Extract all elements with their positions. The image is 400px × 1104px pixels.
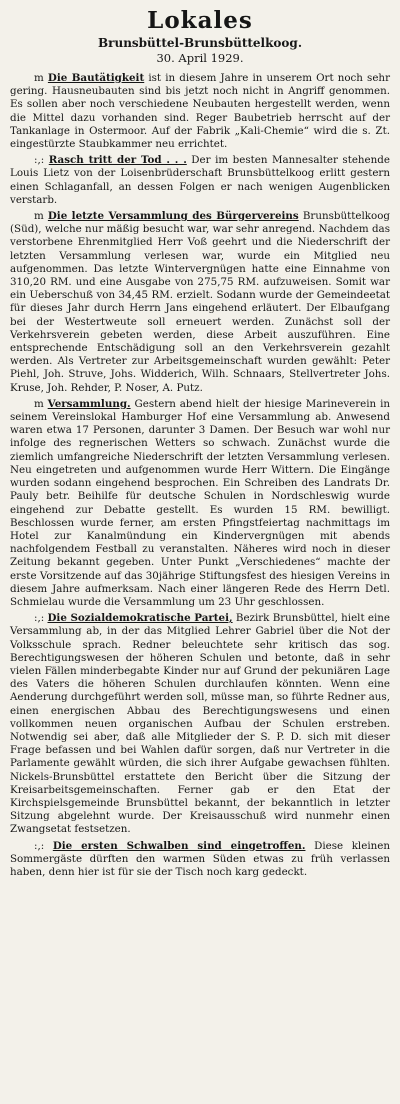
article-text: ist in diesem Jahre in unserem Ort noch sehr gering. Hausneubauten sind bis jetzt noch nicht in Angriff genommen. Es sollen aber noch verschiedene Neubauten hergestellt werden, wenn die Mittel dazu vorhanden sind. Reger Baubetrieb herrscht auf der Tankanlage in Ostermoor. Auf der Fabrik „Kali-Chemie“ wird die s. Zt. eingestürzte Staubkammer neu errichtet. [10,72,390,151]
article-lead: Die ersten Schwalben sind eingetroffen. [52,839,306,852]
article-text: Brunsbüttelkoog (Süd), welche nur mäßig besucht war, war sehr anregend. Nachdem das verstorbene Ehrenmitglied Herr Voß geehrt und die Niederschrift der letzten Versammlung verlesen war, wurde ein Mitglied neu aufgenommen. Das letzte Wintervergnügen hatte eine Einnahme von 310,20 RM. und eine Ausgabe von 275,75 RM. aufzuweisen. Somit war ein Ueberschuß von 34,45 RM. erzielt. Sodann wurde der Gemeindeetat für dieses Jahr durch Herrn Jans eingehend erläutert. Der Elbaufgang bei der Westertweute soll erneuert werden. Zunächst soll der Verkehrsverein gebeten werden, diese Arbeit auszuführen. Eine entsprechende Entschädigung soll an den Verkehrsverein gezahlt werden. Als Vertreter zur Arbeitsgemeinschaft wurden gewählt: Peter Piehl, Joh. Struve, Johs. Widderich, Wilh. Schnaars, Stellvertreter Johs. Kruse, Joh. Rehder, P. Noser, A. Putz. [10,210,390,394]
dateline: 30. April 1929. [156,51,244,65]
article-marker: :,: [34,612,45,625]
article-lead: Versammlung. [47,397,131,410]
article-text: Der im besten Mannesalter stehende Louis Lietz von der Loisenbrüderschaft Brunsbüttelkoog erlitt gestern einen Schlaganfall, an dessen Folgen er nach wenigen Augenblicken verstarb. [10,154,390,206]
article-lead: Die Sozialdemokratische Partei, [47,612,233,625]
article-schwalben [10,840,390,880]
location-heading: Brunsbüttel-Brunsbüttelkoog. [98,36,302,50]
section-title: Lokales [147,7,253,34]
article-bautaetigkeit [10,72,390,151]
article-marker: :,: [34,839,45,852]
article-sozialdemokratische-partei [10,612,390,836]
article-text: Bezirk Brunsbüttel, hielt eine Versammlung ab, in der das Mitglied Lehrer Gabriel über die Not der Volksschule sprach. Redner beleuchtete sehr kritisch das sog. Berechtigungswesen der höheren Schulen und betonte, daß in sehr vielen Fällen minderbegabte Kinder nur auf Grund der pekuniären Lage des Vaters die höheren Schulen durchlaufen könnten. Wenn eine Aenderung durchgeführt werden soll, müsse man, so führte Redner aus, einen energischen Abbau des Berechtigungswesens und einen vollkommen neuen organischen Aufbau der Schulen erstreben. Notwendig sei aber, daß alle Mitglieder der S. P. D. sich mit dieser Frage befassen und bei Wahlen dafür sorgen, daß nur Vertreter in die Parlamente gewählt würden, die sich ihrer Aufgabe gewachsen fühlten. Nickels-Brunsbüttel erstattete den Bericht über die Sitzung der Kreisarbeitsgemeinschaften. Ferner gab er den Etat der Kirchspielsgemeinde Brunsbüttel bekannt, der bekanntlich in letzter Sitzung abgelehnt wurde. Der Kreisausschuß wird nunmehr einen Zwangsetat festsetzen. [10,612,390,836]
article-rasch-tritt-der-tod [10,154,390,207]
article-lead: Die Bautätigkeit [47,72,145,84]
article-marker: m [34,72,44,84]
article-lead: Die letzte Versammlung des Bürgervereins [47,210,299,223]
article-buergerverein [10,210,390,395]
article-marker: m [34,210,44,223]
article-marker: :,: [34,154,45,167]
article-lead: Rasch tritt der Tod . . . [48,154,187,167]
article-marker: m [34,397,44,410]
article-versammlung [10,398,390,609]
article-text: Diese kleinen Sommergäste dürften den warmen Süden etwas zu früh verlassen haben, denn hier ist für sie der Tisch noch karg gedeckt. [10,839,390,878]
article-text: Gestern abend hielt der hiesige Marineverein in seinem Vereinslokal Hamburger Hof eine Versammlung ab. Anwesend waren etwa 17 Personen, darunter 3 Damen. Der Besuch war wohl nur infolge des regnerischen Wetters so schwach. Zunächst wurde die ziemlich umfangreiche Niederschrift der letzten Versammlung verlesen. Neu eingetreten und aufgenommen wurde Herr Wittern. Die Eingänge wurden sodann eingehend besprochen. Ein Schreiben des Landrats Dr. Pauly betr. Beihilfe für deutsche Schulen in Nordschleswig wurde eingehend zur Debatte gestellt. Es wurden 15 RM. bewilligt. Beschlossen wurde ferner, am ersten Pfingstfeiertag nachmittags im Hotel zur Kanalmündung ein Kindervergnügen mit abends nachfolgendem Festball zu veranstalten. Näheres wird noch in dieser Zeitung bekannt gegeben. Unter Punkt „Verschiedenes“ machte der erste Vorsitzende auf das 30jährige Stiftungsfest des hiesigen Vereins in diesem Jahre aufmerksam. Nach einer längeren Rede des Herrn Detl. Schmielau wurde die Versammlung um 23 Uhr geschlossen. [10,397,390,608]
